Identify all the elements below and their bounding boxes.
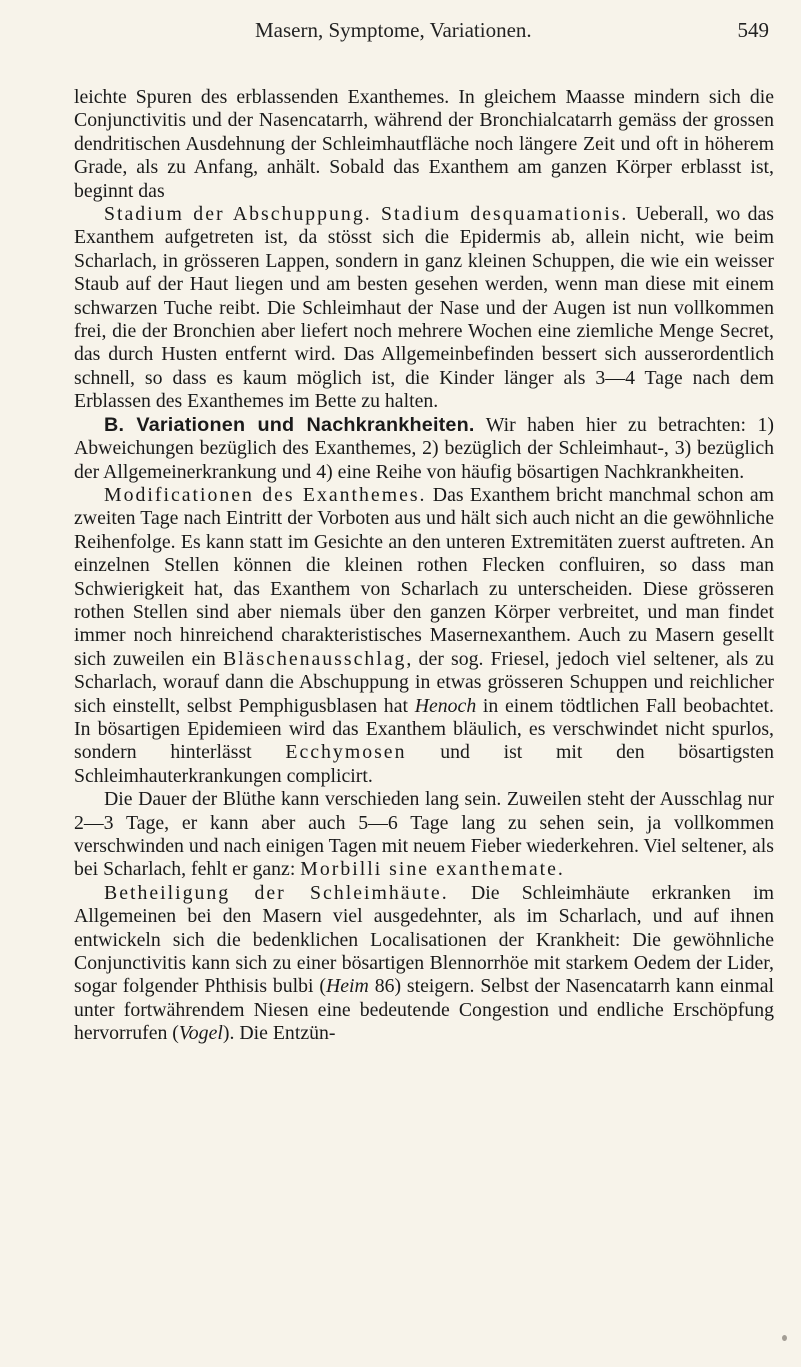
running-title: Masern, Symptome, Variationen. xyxy=(255,18,532,42)
section-lead-mucous-membranes: Betheiligung der Schleimhäute. xyxy=(104,881,449,904)
ink-spot xyxy=(782,1335,787,1341)
section-lead-modifications: Modificationen des Exanthemes. xyxy=(104,483,427,506)
author-henoch: Henoch xyxy=(414,694,477,717)
paragraph-text: Ueberall, wo das Exanthem aufgetreten ist, da stösst sich die Epidermis ab, allein nicht, wie beim Scharlach, in grösseren Lappen, sondern in ganz kleinen Schuppen, die wie ein weisser Staub auf der Haut liegen und am besten gesehen werden, wenn man diese mit einem schwarzen Tuche reibt. Die Schleimhaut der Nase und der Augen ist nun vollkommen frei, die der Bronchien aber liefert noch mehrere Wochen eine ziemliche Menge Secret, das durch Husten entfernt wird. Das Allgemeinbefinden bessert sich ausserordentlich schnell, so dass es kaum möglich ist, die Kinder länger als 3—4 Tage nach dem Erblassen des Exanthemes im Bette zu halten. xyxy=(74,203,775,413)
paragraph-text: Das Exanthem bricht manchmal schon am zweiten Tage nach Eintritt der Vorboten aus und hält sich auch nicht an die gewöhnliche Reihenfolge. Es kann statt im Gesichte an den unteren Extremitäten zuerst auftreten. An einzelnen Stellen können die kleinen rothen Flecken confluiren, so dass man Schwierigkeit hat, das Exanthem von Scharlach zu unterscheiden. Diese grösseren rothen Stellen sind aber niemals über den ganzen Körper verbreitet, und man findet immer noch hinreichend charakteristisches Masernexanthem. Auch zu Masern gesellt sich zuweilen ein xyxy=(74,483,774,670)
paragraph-text: leichte Spuren des erblassenden Exanthemes. In gleichem Maasse mindern sich die Conjunctivitis und der Nasencatarrh, während der Bronchialcatarrh gemäss der grossen dendritischen Ausdehnung der Schleimhautfläche noch längere Zeit und oft in höherem Grade, als zu Anfang, anhält. Sobald das Exanthem am ganzen Körper erblasst ist, beginnt das xyxy=(74,86,774,202)
paragraph-text: und ist mit den bösartigsten Schleimhauterkrankungen complicirt. xyxy=(74,741,774,787)
paragraph-text: 86) steigern. Selbst der Nasencatarrh kann einmal unter fortwährendem Niesen eine bedeutende Congestion und endliche Erschöpfung hervorrufen ( xyxy=(74,975,774,1045)
reference-heim: Heim xyxy=(325,975,369,998)
paragraph-duration xyxy=(74,788,774,882)
paragraph-text: in einem tödtlichen Fall beobachtet. In bösartigen Epidemieen wird das Exanthem bläulich, es verschwindet nicht spurlos, sondern hinterlässt xyxy=(74,694,774,764)
paragraph-desquamation xyxy=(74,203,774,414)
paragraph-mucous-membranes xyxy=(74,882,774,1046)
term-ecchymosen: Ecchymosen xyxy=(285,741,407,764)
paragraph-variations xyxy=(74,414,774,484)
page-header xyxy=(85,18,769,50)
body-text xyxy=(74,86,774,1046)
paragraph-exanthem-fading xyxy=(74,86,774,203)
paragraph-text: , der sog. Friesel, jedoch viel seltener, als zu Scharlach, worauf dann die Abschuppung in etwas grösseren Schuppen und reichlicher sich einstellt, selbst Pemphigusblasen hat xyxy=(74,647,775,717)
section-lead-desquamation: Stadium der Abschuppung. Stadium desquamationis. xyxy=(104,203,629,226)
section-heading-variations: B. Variationen und Nachkrankheiten. xyxy=(104,413,475,436)
page-number: 549 xyxy=(737,18,769,42)
term-morbilli-sine-exanthemate: Morbilli sine exanthemate. xyxy=(300,858,565,881)
paragraph-text: ). Die Entzün- xyxy=(222,1022,336,1045)
paragraph-text: Wir haben hier zu betrachten: 1) Abweichungen bezüglich des Exanthemes, 2) bezüglich der Schleimhaut-, 3) bezüglich der Allgemeinerkrankung und 4) eine Reihe von häufig bösartigen Nachkrankheiten. xyxy=(74,413,774,483)
paragraph-text: Die Dauer der Blüthe kann verschieden lang sein. Zuweilen steht der Ausschlag nur 2—3 Tage, er kann aber auch 5—6 Tage lang zu sehen sein, ja vollkommen verschwinden und nach einigen Tagen mit neuem Fieber wiederkehren. Viel seltener, als bei Scharlach, fehlt er ganz: xyxy=(74,788,774,881)
term-blaeschenausschlag: Bläschenausschlag xyxy=(223,647,407,670)
paragraph-exanthem-modifications xyxy=(74,484,774,788)
reference-vogel: Vogel xyxy=(178,1022,223,1045)
paragraph-text: Die Schleimhäute erkranken im Allgemeinen bei den Masern viel ausgedehnter, als im Scharlach, und auf ihnen entwickeln sich die bedenklichen Localisationen der Krankheit: Die gewöhnliche Conjunctivitis kann sich zu einer bösartigen Blennorrhöe mit starkem Oedem der Lider, sogar folgender Phthisis bulbi ( xyxy=(74,881,775,998)
